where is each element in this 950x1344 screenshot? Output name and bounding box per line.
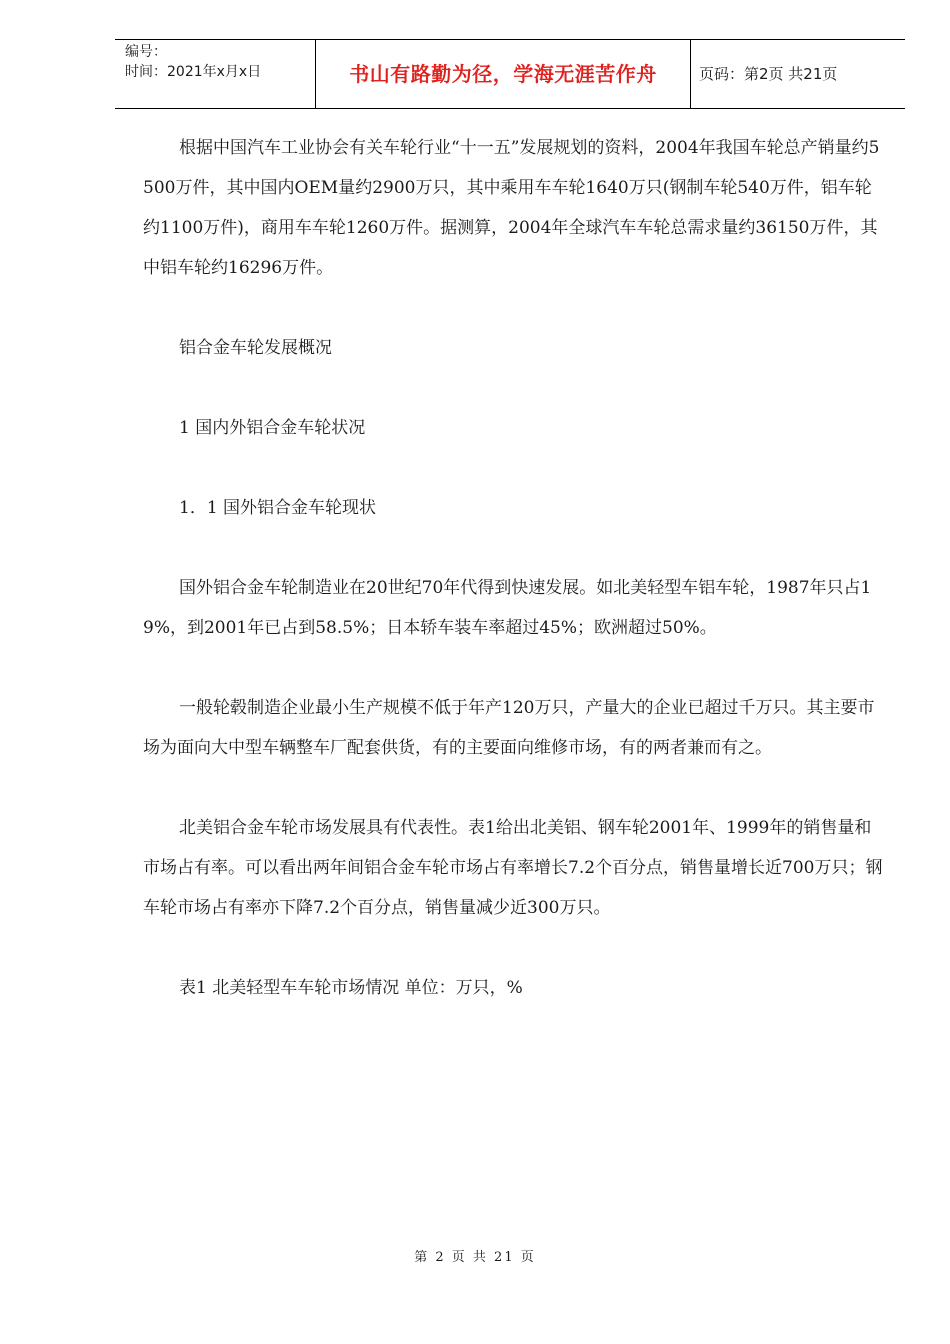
section-heading-1: 1 国内外铝合金车轮状况 — [179, 418, 366, 438]
page-footer: 第 2 页 共 21 页 — [414, 1250, 536, 1265]
section-heading-overview: 铝合金车轮发展概况 — [179, 338, 332, 358]
document-body — [143, 128, 883, 1048]
paragraph-industry-stats: 根据中国汽车工业协会有关车轮行业“十一五”发展规划的资料，2004年我国车轮总产销量约5500万件，其中国内OEM量约2900万只，其中乘用车车轮1640万只(钢制车轮540万件，铝车轮约1100万件)，商用车车轮1260万件。据测算，2004年全球汽车车轮总需求量约36150万件，其中铝车轮约16296万件。 — [143, 138, 880, 278]
paragraph-foreign-development: 国外铝合金车轮制造业在20世纪70年代得到快速发展。如北美轻型车铝车轮，1987年只占19%，到2001年已占到58.5%；日本轿车装车率超过45%；欧洲超过50%。 — [143, 578, 872, 638]
header-motto: 书山有路勤为径，学海无涯苦作舟 — [316, 40, 691, 108]
table-caption: 表1 北美轻型车车轮市场情况 单位：万只，% — [179, 978, 523, 998]
page-header — [115, 39, 905, 109]
paragraph-production-scale: 一般轮毂制造企业最小生产规模不低于年产120万只，产量大的企业已超过千万只。其主要市场为面向大中型车辆整车厂配套供货，有的主要面向维修市场，有的两者兼而有之。 — [143, 698, 875, 758]
paragraph-north-america-market: 北美铝合金车轮市场发展具有代表性。表1给出北美铝、钢车轮2001年、1999年的销售量和市场占有率。可以看出两年间铝合金车轮市场占有率增长7.2个百分点，销售量增长近700万只；钢车轮市场占有率亦下降7.2个百分点，销售量减少近300万只。 — [143, 818, 883, 918]
header-page-info: 页码：第2页 共21页 — [699, 65, 838, 83]
header-meta-cell — [115, 40, 316, 108]
document-number-label: 编号： — [125, 44, 167, 60]
document-time-label: 时间：2021年x月x日 — [125, 64, 262, 80]
section-heading-1-1: 1．1 国外铝合金车轮现状 — [179, 498, 377, 518]
